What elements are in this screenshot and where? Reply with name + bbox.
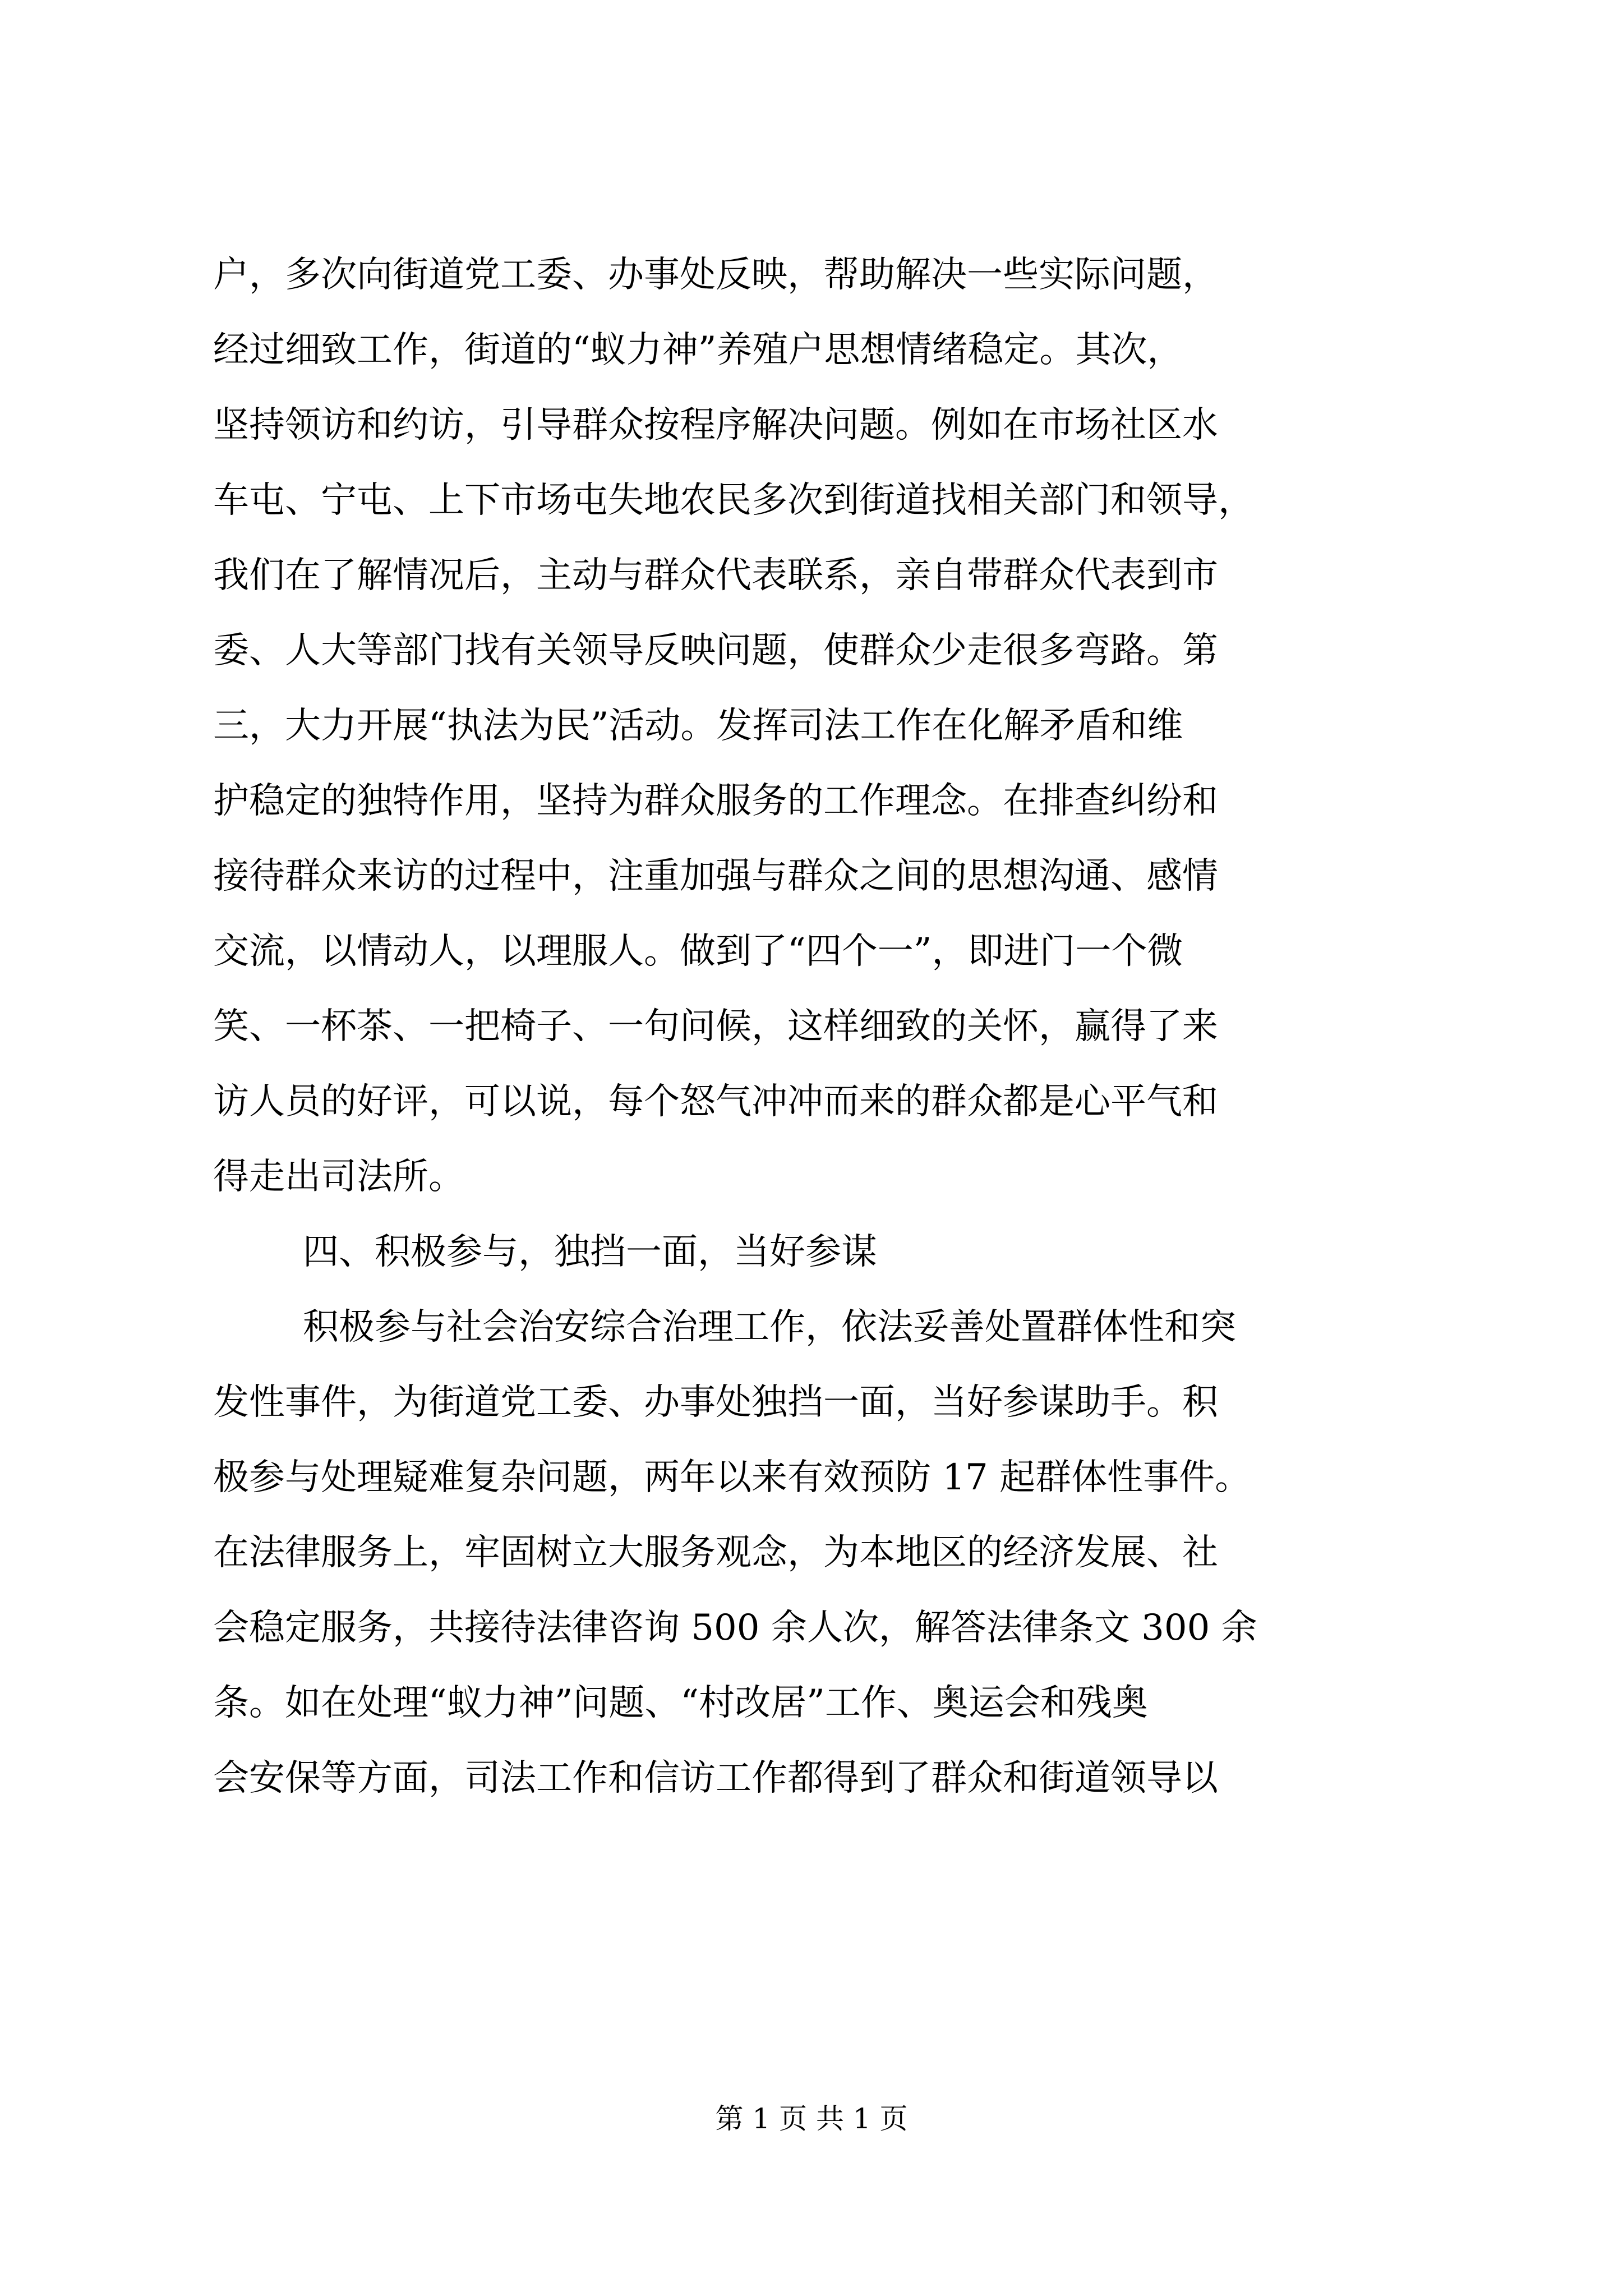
body-text-line: 交流，以情动人，以理服人。做到了“四个一”，即进门一个微: [213, 931, 1183, 972]
body-text-line: 护稳定的独特作用，坚持为群众服务的工作理念。在排查纠纷和: [213, 780, 1218, 822]
body-text-line: 极参与处理疑难复杂问题，两年以来有效预防 17 起群体性事件。: [213, 1457, 1251, 1498]
page-footer: 第 1 页 共 1 页: [715, 2102, 908, 2135]
paragraph-first-line: 积极参与社会治安综合治理工作，依法妥善处置群体性和突: [303, 1306, 1236, 1348]
body-text-line: 经过细致工作，街道的“蚁力神”养殖户思想情绪稳定。其次，: [213, 329, 1183, 371]
body-text-line: 我们在了解情况后，主动与群众代表联系，亲自带群众代表到市: [213, 555, 1218, 596]
body-text-line: 笑、一杯茶、一把椅子、一句问候，这样细致的关怀，赢得了来: [213, 1006, 1218, 1047]
body-text-line: 访人员的好评，可以说，每个怒气冲冲而来的群众都是心平气和: [213, 1081, 1218, 1122]
body-text-line: 三，大力开展“执法为民”活动。发挥司法工作在化解矛盾和维: [213, 705, 1183, 747]
body-text-line: 委、人大等部门找有关领导反映问题，使群众少走很多弯路。第: [213, 630, 1218, 671]
body-text-line: 坚持领访和约访，引导群众按程序解决问题。例如在市场社区水: [213, 404, 1218, 446]
body-text-line: 户，多次向街道党工委、办事处反映，帮助解决一些实际问题，: [213, 254, 1218, 296]
body-text-line: 会安保等方面，司法工作和信访工作都得到了群众和街道领导以: [213, 1757, 1218, 1799]
section-heading: 四、积极参与，独挡一面，当好参谋: [303, 1231, 877, 1273]
body-text-line: 发性事件，为街道党工委、办事处独挡一面，当好参谋助手。积: [213, 1382, 1218, 1423]
body-text-line: 会稳定服务，共接待法律咨询 500 余人次，解答法律条文 300 余: [213, 1607, 1257, 1649]
body-text-line: 得走出司法所。: [213, 1156, 464, 1198]
body-text-line: 条。如在处理“蚁力神”问题、“村改居”工作、奥运会和残奥: [213, 1682, 1148, 1724]
body-text-line: 接待群众来访的过程中，注重加强与群众之间的思想沟通、感情: [213, 855, 1218, 897]
body-text-line: 车屯、宁屯、上下市场屯失地农民多次到街道找相关部门和领导，: [213, 480, 1254, 521]
body-text-line: 在法律服务上，牢固树立大服务观念，为本地区的经济发展、社: [213, 1532, 1218, 1573]
